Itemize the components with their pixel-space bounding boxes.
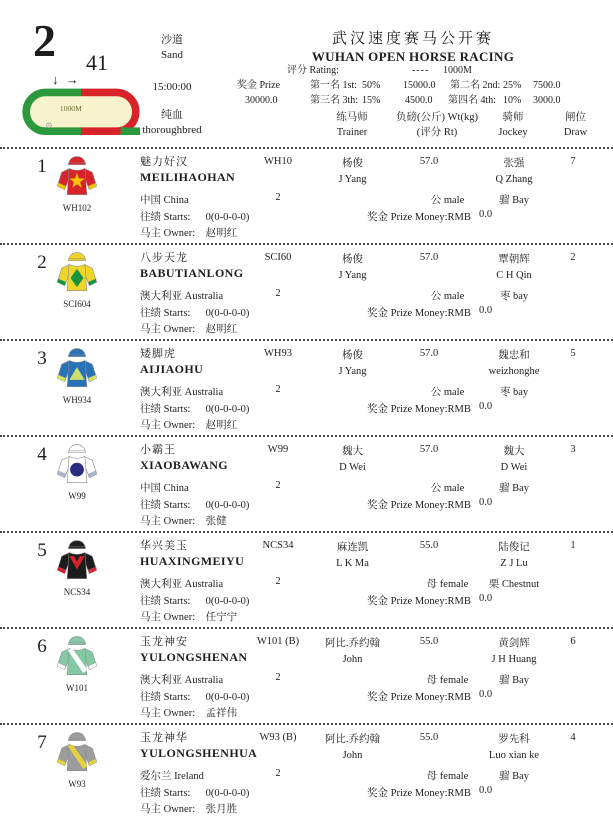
horse-age: 2 xyxy=(275,384,281,395)
column-draw-cn: 闸位 xyxy=(565,112,586,123)
prize-3rd-value: 4500.0 xyxy=(405,95,433,106)
column-jockey-cn: 骑师 xyxy=(502,112,524,123)
horse-brand-code: W93 (B) xyxy=(259,732,297,743)
jockey-name-cn: 罗先科 xyxy=(498,734,530,745)
jockey-silk-icon xyxy=(55,538,99,586)
jockey-block xyxy=(470,540,558,572)
surface-label-cn: 沙道 xyxy=(161,34,183,46)
jockey-name-en: Q Zhang xyxy=(495,174,533,185)
horse-coat-color: 栗 Chestnut xyxy=(488,579,540,590)
jockey-block xyxy=(470,156,558,188)
silk-block xyxy=(48,346,106,405)
horse-coat-color: 骝 Bay xyxy=(498,771,530,782)
owner-name: 孟祥伟 xyxy=(205,708,238,719)
silk-brand-label: SCI604 xyxy=(63,299,91,309)
horse-name-block xyxy=(140,443,228,473)
horse-name-block xyxy=(140,251,243,281)
silk-block xyxy=(48,442,106,501)
horse-name-block xyxy=(140,539,244,569)
draw-number: 5 xyxy=(570,348,576,359)
starts-value: 0(0-0-0-0) xyxy=(205,596,250,607)
jockey-name-en: D Wei xyxy=(500,462,528,473)
owner-label: 马主 Owner: xyxy=(140,228,196,239)
owner-name: 张月胜 xyxy=(205,804,238,815)
trainer-name-en: L K Ma xyxy=(336,558,369,569)
trainer-name-cn: 阿比.乔约翰 xyxy=(324,638,381,649)
owner-label: 马主 Owner: xyxy=(140,516,196,527)
starts-label: 往绩 Starts: xyxy=(140,788,191,799)
owner-line xyxy=(140,705,237,720)
start-direction-arrows-icon: ↓ → xyxy=(52,72,81,87)
prize-money-value: 0.0 xyxy=(479,785,493,796)
prize-money-label: 奖金 Prize Money:RMB xyxy=(367,788,471,799)
starts-label: 往绩 Starts: xyxy=(140,212,191,223)
track-diagram xyxy=(22,88,140,139)
horse-name-cn: 魅力好汉 xyxy=(140,156,188,168)
owner-name: 张健 xyxy=(205,516,227,527)
silk-brand-label: WH934 xyxy=(62,395,92,405)
starts-line xyxy=(140,689,249,704)
horse-brand-code: WH10 xyxy=(264,156,292,167)
starts-line xyxy=(140,785,249,800)
prize-3rd-label: 第三名 3th: xyxy=(310,95,359,106)
prize-money-label: 奖金 Prize Money:RMB xyxy=(367,692,471,703)
prize-money-label: 奖金 Prize Money:RMB xyxy=(367,404,471,415)
owner-line xyxy=(140,225,237,240)
owner-name: 赵明红 xyxy=(205,324,238,335)
rating-label: 评分 Rating: xyxy=(287,65,339,76)
owner-line xyxy=(140,609,237,624)
horse-sex: 公 male xyxy=(430,195,465,206)
surface-block xyxy=(128,33,216,63)
horse-name-en: YULONGSHENHUA xyxy=(140,746,258,760)
trainer-name-cn: 阿比.乔约翰 xyxy=(324,734,381,745)
horse-number: 5 xyxy=(37,540,47,561)
starts-value: 0(0-0-0-0) xyxy=(205,788,250,799)
horse-coat-color: 骝 Bay xyxy=(498,195,530,206)
starts-value: 0(0-0-0-0) xyxy=(205,308,250,319)
owner-line xyxy=(140,321,237,336)
race-title-cn: 武汉速度赛马公开赛 xyxy=(331,31,494,47)
horse-sex: 公 male xyxy=(430,387,465,398)
horse-name-en: HUAXINGMEIYU xyxy=(140,554,245,568)
starts-line xyxy=(140,401,249,416)
prize-4th-pct: 10% xyxy=(503,95,522,106)
horse-brand-code: W101 (B) xyxy=(256,636,300,647)
prize-4th-value: 3000.0 xyxy=(533,95,561,106)
horse-sex: 公 male xyxy=(430,291,465,302)
owner-line xyxy=(140,801,237,816)
silk-brand-label: W101 xyxy=(66,683,88,693)
starts-label: 往绩 Starts: xyxy=(140,596,191,607)
jockey-block xyxy=(470,636,558,668)
draw-number: 1 xyxy=(570,540,576,551)
horse-coat-color: 骝 Bay xyxy=(498,675,530,686)
race-number: 2 xyxy=(33,15,56,66)
horse-country: 中国 China xyxy=(140,195,189,206)
horse-name-en: AIJIAOHU xyxy=(140,362,204,376)
trainer-block xyxy=(305,540,400,572)
horse-country: 中国 China xyxy=(140,483,189,494)
jockey-silk-icon xyxy=(55,250,99,298)
horse-name-cn: 矮脚虎 xyxy=(140,348,176,360)
prize-money-value: 0.0 xyxy=(479,401,493,412)
horse-number: 4 xyxy=(37,444,47,465)
horse-weight: 57.0 xyxy=(419,444,439,455)
horse-number: 3 xyxy=(37,348,47,369)
starts-value: 0(0-0-0-0) xyxy=(205,404,250,415)
prize-money-label: 奖金 Prize Money:RMB xyxy=(367,308,471,319)
prize-4th-label: 第四名 4th: xyxy=(448,95,497,106)
jockey-name-cn: 黄剑辉 xyxy=(498,638,530,649)
prize-money-value: 0.0 xyxy=(479,209,493,220)
jockey-name-cn: 魏大 xyxy=(503,446,525,457)
silk-brand-label: W93 xyxy=(68,779,86,789)
horse-weight: 55.0 xyxy=(419,636,439,647)
draw-number: 2 xyxy=(570,252,576,263)
owner-name: 任宁宁 xyxy=(205,612,238,623)
jockey-silk-icon xyxy=(55,634,99,682)
column-trainer-en: Trainer xyxy=(336,127,368,138)
prize-1st-pct: 50% xyxy=(362,80,381,91)
horse-name-cn: 八步天龙 xyxy=(140,252,188,264)
horse-sex: 母 female xyxy=(426,771,469,782)
column-draw-en: Draw xyxy=(563,127,588,138)
prize-money-value: 0.0 xyxy=(479,689,493,700)
jockey-silk-icon xyxy=(55,346,99,394)
horse-sex: 母 female xyxy=(426,579,469,590)
owner-line xyxy=(140,513,227,528)
prize-money-value: 0.0 xyxy=(479,593,493,604)
trainer-block xyxy=(305,636,400,668)
prize-2nd-label: 第二名 2nd: xyxy=(450,80,501,91)
horse-age: 2 xyxy=(275,480,281,491)
horse-row xyxy=(0,627,613,723)
column-header-jockey xyxy=(472,110,554,140)
horse-name-en: BABUTIANLONG xyxy=(140,266,244,280)
horse-weight: 57.0 xyxy=(419,156,439,167)
horse-weight: 57.0 xyxy=(419,348,439,359)
prize-label: 奖金 Prize xyxy=(237,80,281,91)
race-header xyxy=(0,0,613,147)
silk-block xyxy=(48,250,106,309)
jockey-name-en: J H Huang xyxy=(491,654,537,665)
horse-weight: 57.0 xyxy=(419,252,439,263)
horse-row xyxy=(0,723,613,819)
jockey-silk-icon xyxy=(55,154,99,202)
starts-line xyxy=(140,209,249,224)
prize-3rd-pct: 15% xyxy=(362,95,381,106)
horse-name-en: YULONGSHENAN xyxy=(140,650,248,664)
horse-list xyxy=(0,147,613,819)
trainer-name-en: John xyxy=(342,654,363,665)
starts-value: 0(0-0-0-0) xyxy=(205,692,250,703)
column-weight-cn: 负磅(公斤) Wt(kg) xyxy=(396,112,478,123)
prize-1st-label: 第一名 1st: xyxy=(310,80,357,91)
horse-coat-color: 枣 bay xyxy=(499,291,529,302)
horse-name-cn: 玉龙神安 xyxy=(140,636,188,648)
starts-label: 往绩 Starts: xyxy=(140,404,191,415)
horse-sex: 母 female xyxy=(426,675,469,686)
horse-row xyxy=(0,531,613,627)
horse-name-cn: 华兴美玉 xyxy=(140,540,188,552)
prize-1st-value: 15000.0 xyxy=(403,80,436,91)
horse-country: 澳大利亚 Australia xyxy=(140,291,224,302)
trainer-block xyxy=(305,252,400,284)
starts-label: 往绩 Starts: xyxy=(140,308,191,319)
horse-number: 1 xyxy=(37,156,47,177)
horse-number: 2 xyxy=(37,252,47,273)
column-jockey-en: Jockey xyxy=(498,127,528,138)
jockey-name-cn: 陆俊记 xyxy=(498,542,530,553)
column-weight-rt: (评分 Rt) xyxy=(416,127,458,138)
trainer-name-cn: 魏大 xyxy=(342,446,363,457)
breed-label-en: thoroughbred xyxy=(142,124,202,136)
jockey-name-en: C H Qin xyxy=(496,270,532,281)
race-time: 15:00:00 xyxy=(152,81,192,93)
horse-age: 2 xyxy=(275,768,281,779)
race-distance: 1000M xyxy=(443,65,472,76)
owner-name: 赵明红 xyxy=(205,228,238,239)
horse-age: 2 xyxy=(275,672,281,683)
horse-brand-code: WH93 xyxy=(264,348,292,359)
jockey-silk-icon xyxy=(55,730,99,778)
trainer-name-en: J Yang xyxy=(338,366,367,377)
silk-block xyxy=(48,154,106,213)
trainer-name-cn: 杨俊 xyxy=(342,254,363,265)
horse-brand-code: SCI60 xyxy=(264,252,292,263)
silk-brand-label: WH102 xyxy=(62,203,92,213)
owner-line xyxy=(140,417,237,432)
starts-line xyxy=(140,593,249,608)
jockey-name-cn: 覃朝辉 xyxy=(498,254,530,265)
horse-brand-code: NCS34 xyxy=(262,540,294,551)
prize-money-label: 奖金 Prize Money:RMB xyxy=(367,596,471,607)
silk-brand-label: NCS34 xyxy=(63,587,91,597)
horse-age: 2 xyxy=(275,192,281,203)
jockey-block xyxy=(470,252,558,284)
breed-label-cn: 纯血 xyxy=(161,109,183,121)
trainer-name-en: J Yang xyxy=(338,174,367,185)
draw-number: 6 xyxy=(570,636,576,647)
surface-label-en: Sand xyxy=(161,49,183,61)
trainer-name-cn: 麻连凯 xyxy=(336,542,369,553)
jockey-name-cn: 张强 xyxy=(503,158,525,169)
trainer-name-en: J Yang xyxy=(338,270,367,281)
horse-row xyxy=(0,339,613,435)
owner-label: 马主 Owner: xyxy=(140,612,196,623)
horse-coat-color: 骝 Bay xyxy=(498,483,530,494)
starts-line xyxy=(140,305,249,320)
jockey-name-en: Luo xian ke xyxy=(488,750,540,761)
silk-block xyxy=(48,634,106,693)
horse-age: 2 xyxy=(275,288,281,299)
jockey-block xyxy=(470,444,558,476)
column-trainer-cn: 练马师 xyxy=(336,112,368,123)
horse-weight: 55.0 xyxy=(419,732,439,743)
owner-label: 马主 Owner: xyxy=(140,804,196,815)
horse-name-cn: 玉龙神华 xyxy=(140,732,188,744)
jockey-name-cn: 魏忠和 xyxy=(498,350,530,361)
trainer-block xyxy=(305,444,400,476)
horse-age: 2 xyxy=(275,576,281,587)
trainer-name-cn: 杨俊 xyxy=(342,350,363,361)
horse-number: 7 xyxy=(37,732,47,753)
horse-name-en: XIAOBAWANG xyxy=(140,458,229,472)
starts-label: 往绩 Starts: xyxy=(140,500,191,511)
horse-row xyxy=(0,147,613,243)
race-title-en: WUHAN OPEN HORSE RACING xyxy=(311,49,515,64)
jockey-name-en: Z J Lu xyxy=(500,558,528,569)
prize-total: 30000.0 xyxy=(245,95,278,106)
jockey-name-en: weizhonghe xyxy=(488,366,540,377)
trainer-name-en: John xyxy=(342,750,363,761)
prize-money-value: 0.0 xyxy=(479,305,493,316)
silk-brand-label: W99 xyxy=(68,491,86,501)
jockey-silk-icon xyxy=(55,442,99,490)
horse-country: 爱尔兰 Ireland xyxy=(140,771,204,782)
prize-money-label: 奖金 Prize Money:RMB xyxy=(367,500,471,511)
prize-money-value: 0.0 xyxy=(479,497,493,508)
horse-name-cn: 小霸王 xyxy=(140,444,176,456)
track-distance-label: 1000M xyxy=(59,103,82,113)
column-header-draw xyxy=(548,110,603,140)
starts-value: 0(0-0-0-0) xyxy=(205,212,250,223)
horse-sex: 公 male xyxy=(430,483,465,494)
owner-label: 马主 Owner: xyxy=(140,420,196,431)
rating-value: ---- xyxy=(412,65,430,76)
silk-block xyxy=(48,538,106,597)
race-code: 41 xyxy=(86,50,108,75)
trainer-block xyxy=(305,348,400,380)
race-title-block xyxy=(278,27,548,65)
owner-label: 马主 Owner: xyxy=(140,324,196,335)
horse-number: 6 xyxy=(37,636,47,657)
horse-name-block xyxy=(140,347,203,377)
trainer-block xyxy=(305,732,400,764)
horse-brand-code: W99 xyxy=(267,444,289,455)
horse-row xyxy=(0,435,613,531)
prize-2nd-pct: 25% xyxy=(503,80,522,91)
trainer-block xyxy=(305,156,400,188)
horse-country: 澳大利亚 Australia xyxy=(140,675,224,686)
starts-value: 0(0-0-0-0) xyxy=(205,500,250,511)
prize-2nd-value: 7500.0 xyxy=(533,80,561,91)
horse-country: 澳大利亚 Australia xyxy=(140,579,224,590)
owner-label: 马主 Owner: xyxy=(140,708,196,719)
jockey-block xyxy=(470,732,558,764)
owner-name: 赵明红 xyxy=(205,420,238,431)
horse-weight: 55.0 xyxy=(419,540,439,551)
trainer-name-en: D Wei xyxy=(339,462,366,473)
draw-number: 7 xyxy=(570,156,576,167)
draw-number: 3 xyxy=(570,444,576,455)
horse-country: 澳大利亚 Australia xyxy=(140,387,224,398)
horse-name-en: MEILIHAOHAN xyxy=(140,170,236,184)
horse-row xyxy=(0,243,613,339)
trainer-name-cn: 杨俊 xyxy=(342,158,363,169)
prize-money-label: 奖金 Prize Money:RMB xyxy=(367,212,471,223)
silk-block xyxy=(48,730,106,789)
horse-name-block xyxy=(140,155,235,185)
horse-coat-color: 枣 bay xyxy=(499,387,529,398)
jockey-block xyxy=(470,348,558,380)
starts-label: 往绩 Starts: xyxy=(140,692,191,703)
starts-line xyxy=(140,497,249,512)
draw-number: 4 xyxy=(570,732,576,743)
